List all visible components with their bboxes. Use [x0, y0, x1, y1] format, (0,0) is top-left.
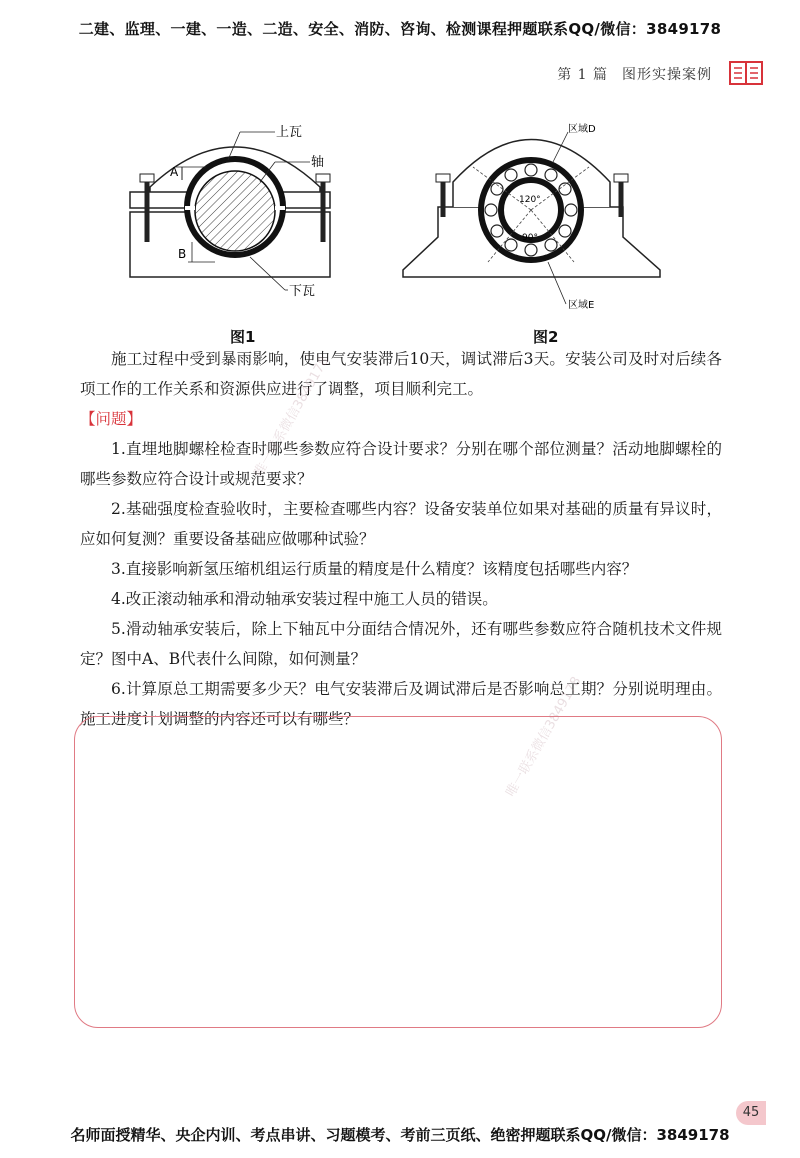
book-icon — [728, 58, 764, 88]
label-b: B — [178, 247, 187, 261]
answer-box[interactable] — [74, 716, 722, 1028]
question-2: 2.基础强度检查验收时，主要检查哪些内容？设备安装单位如果对基础的质量有异议时，应如何复测？重要设备基础应做哪种试验？ — [80, 500, 722, 548]
section-label: 图形实操案例 — [622, 67, 712, 83]
angle-90: 90° — [522, 233, 538, 243]
question-1: 1.直埋地脚螺栓检查时哪些参数应符合设计要求？分别在哪个部位测量？活动地脚螺栓的哪些参数应符合设计或规范要求？ — [80, 440, 722, 488]
label-a: A — [170, 165, 179, 179]
intro-paragraph: 施工过程中受到暴雨影响，使电气安装滞后10天，调试滞后3天。安装公司及时对后续各项工作的工作关系和资源供应进行了调整，项目顺利完工。 — [80, 350, 722, 398]
figure-2-caption: 图2 — [533, 328, 559, 346]
question-5: 5.滑动轴承安装后，除上下轴瓦中分面结合情况外，还有哪些参数应符合随机技术文件规定？图中A、B代表什么间隙，如何测量？ — [80, 620, 722, 668]
running-head — [543, 64, 712, 84]
question-heading: 【问题】 — [80, 410, 143, 428]
page-number: 45 — [736, 1101, 766, 1125]
question-4: 4.改正滚动轴承和滑动轴承安装过程中施工人员的错误。 — [111, 590, 498, 608]
label-shaft: 轴 — [311, 155, 325, 170]
angle-120: 120° — [519, 195, 541, 205]
figure-1-sliding-bearing — [110, 112, 360, 312]
label-zone-e: 区域E — [568, 300, 595, 311]
main-content — [80, 344, 722, 734]
label-zone-d: 区域D — [568, 124, 596, 135]
question-6: 6.计算原总工期需要多少天？电气安装滞后及调试滞后是否影响总工期？分别说明理由。施工进度计划调整的内容还可以有哪些？ — [80, 680, 722, 728]
label-lower-shell: 下瓦 — [289, 284, 316, 299]
bottom-banner: 名师面授精华、央企内训、考点串讲、习题模考、考前三页纸、绝密押题联系QQ/微信：3849178 — [70, 1126, 730, 1144]
figure-2-rolling-bearing — [398, 112, 668, 312]
watermark: 唯一联系微信3849178 — [503, 674, 585, 800]
question-3: 3.直接影响新氢压缩机组运行质量的精度是什么精度？该精度包括哪些内容？ — [111, 560, 638, 578]
watermark: 唯一联系微信3849178 — [251, 354, 333, 480]
top-banner: 二建、监理、一建、一造、二造、安全、消防、咨询、检测课程押题联系QQ/微信：3849178 — [78, 20, 722, 38]
figure-1-caption: 图1 — [230, 328, 256, 346]
label-upper-shell: 上瓦 — [276, 125, 303, 140]
chapter-label: 第 1 篇 — [557, 67, 608, 83]
